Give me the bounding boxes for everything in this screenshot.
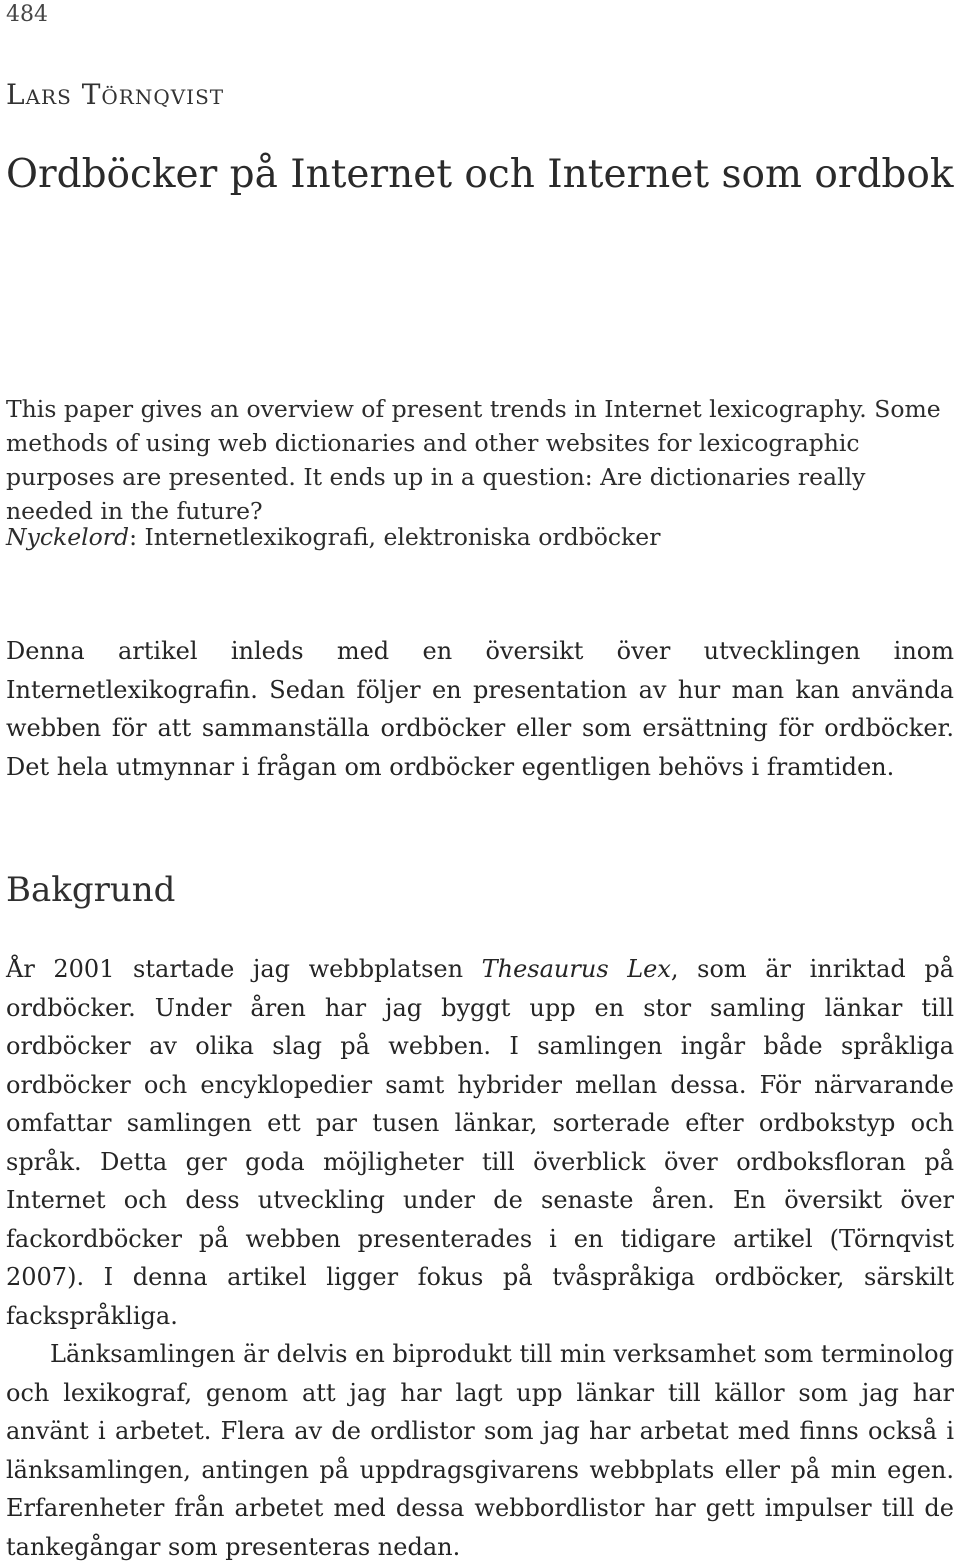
paragraph-1 [6,950,954,1335]
summary-text: Denna artikel inleds med en översikt över utvecklingen inom Internetlexikografin. Sedan följer en presentation av hur man kan använda webben för att sammanställa ordböcker eller som ersättning för ordböcker. Det hela utmynnar i frågan om ordböcker egentligen behövs i framtiden. [6,637,954,781]
paragraph-2: Länksamlingen är delvis en biprodukt till min verksamhet som terminolog och lexikograf, genom att jag har lagt upp länkar till källor som jag har använt i arbetet. Flera av de ordlistor som jag har arbetat med finns också i länksamlingen, antingen på uppdragsgivarens webbplats eller på min egen. Erfarenheter från arbetet med dessa webbordlistor har gett impulser till de tankegångar som presenteras nedan. [6,1340,954,1561]
page-number: 484 [6,2,48,27]
abstract [6,392,954,528]
swedish-summary [6,632,954,786]
author-name: Lars Törnqvist [6,78,225,111]
keywords-label: Nyckelord [6,523,130,551]
paragraph-1-start: År 2001 startade jag webbplatsen [6,955,482,983]
keywords [6,520,954,554]
keywords-text: : Internetlexikografi, elektroniska ordböcker [129,523,661,551]
paragraph-1-rest: , som är inriktad på ordböcker. Under åren har jag byggt upp en stor samling länkar till ordböcker av olika slag på webben. I samlingen ingår både språkliga ordböcker och encyklopedier samt hybrider mellan dessa. För närvarande omfattar samlingen ett par tusen länkar, sorterade efter ordbokstyp och språk. Detta ger goda möjligheter till överblick över ordboksfloran på Internet och dess utveckling under de senaste åren. En översikt över fackordböcker på webben presenterades i en tidigare artikel (Törnqvist 2007). I denna artikel ligger fokus på tvåspråkiga ordböcker, särskilt fackspråkliga. [6,955,954,1330]
section-heading: Bakgrund [6,870,176,910]
article-title: Ordböcker på Internet och Internet som ordbok [6,152,954,197]
abstract-text: This paper gives an overview of present trends in Internet lexicography. Some methods of using web dictionaries and other websites for lexicographic purposes are presented. It ends up in a question: Are dictionaries really needed in the future? [6,395,941,525]
website-name: Thesaurus Lex [481,955,671,983]
body-text [6,950,954,1566]
